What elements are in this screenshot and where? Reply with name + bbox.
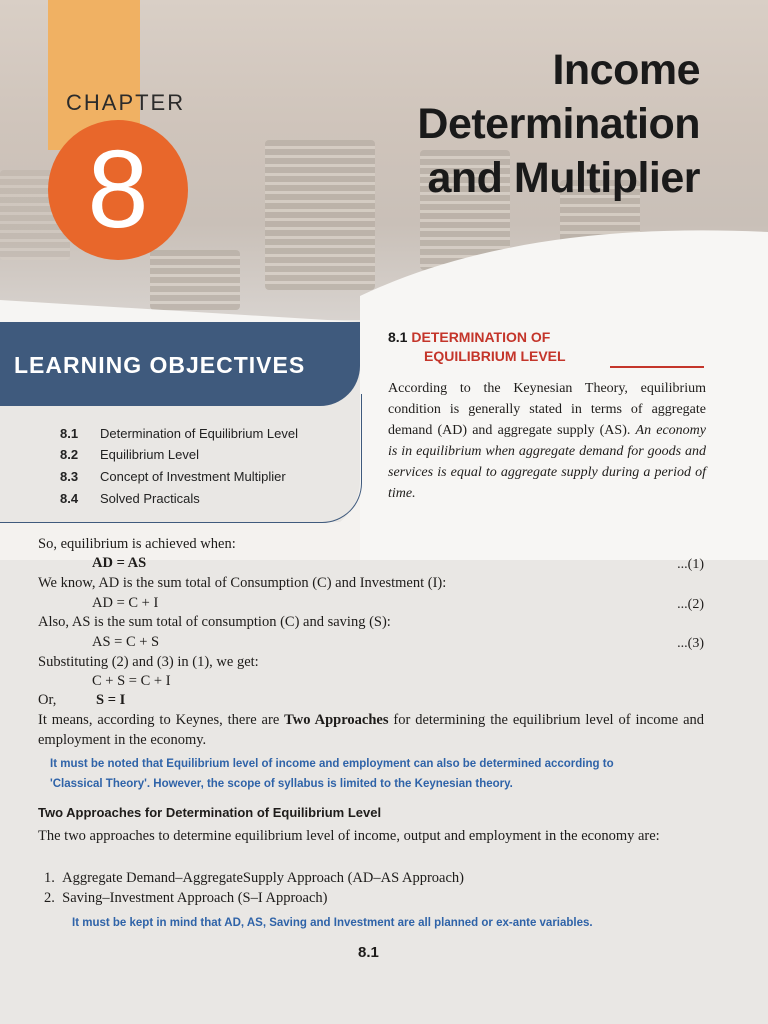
objective-item bbox=[60, 491, 200, 506]
approach-text-post: for determining the equilibrium level of income and employment in the economy. bbox=[38, 712, 705, 748]
list-item-number: 2. bbox=[44, 890, 55, 906]
note-1-line-1: It must be noted that Equilibrium level of income and employment can also be determined according to bbox=[50, 758, 614, 770]
objective-number: 8.3 bbox=[60, 469, 79, 484]
equation-5: S = I bbox=[96, 692, 126, 708]
equation-1-number: ...(1) bbox=[677, 557, 704, 572]
equation-3-number: ...(3) bbox=[677, 636, 704, 651]
note-2: It must be kept in mind that AD, AS, Saving and Investment are all planned or ex-ante variables. bbox=[72, 917, 593, 929]
list-item-text: Saving–Investment Approach (S–I Approach) bbox=[62, 890, 328, 906]
equation-4: C + S = C + I bbox=[92, 673, 171, 689]
equation-2-number: ...(2) bbox=[677, 597, 704, 612]
list-item bbox=[44, 890, 328, 907]
page-number: 8.1 bbox=[358, 944, 379, 961]
objective-text: Concept of Investment Multiplier bbox=[100, 469, 286, 484]
section-heading-line-2: EQUILIBRIUM LEVEL bbox=[424, 348, 566, 364]
section-heading bbox=[388, 328, 566, 366]
body-line: Substituting (2) and (3) in (1), we get: bbox=[38, 654, 259, 670]
section-number: 8.1 bbox=[388, 329, 408, 345]
or-label: Or, bbox=[38, 692, 57, 708]
chapter-title-line-1: Income bbox=[552, 46, 700, 94]
objective-item bbox=[60, 469, 286, 484]
objective-text: Solved Practicals bbox=[100, 491, 200, 506]
list-item-number: 1. bbox=[44, 870, 55, 886]
objective-text: Determination of Equilibrium Level bbox=[100, 426, 298, 441]
objective-number: 8.4 bbox=[60, 491, 79, 506]
list-item bbox=[44, 870, 464, 887]
approach-text-bold: Two Approaches bbox=[284, 712, 389, 728]
approach-paragraph bbox=[38, 710, 704, 750]
chapter-label: CHAPTER bbox=[66, 90, 186, 115]
objective-number: 8.2 bbox=[60, 447, 79, 462]
objective-item bbox=[60, 447, 199, 462]
body-line: Also, AS is the sum total of consumption (C) and saving (S): bbox=[38, 614, 391, 630]
body-line: We know, AD is the sum total of Consumption (C) and Investment (I): bbox=[38, 575, 447, 591]
objective-item bbox=[60, 426, 298, 441]
chapter-title-line-2: Determination bbox=[417, 100, 700, 148]
section-intro-text: According to the Keynesian Theory, equilibrium condition is generally stated in terms of aggregate demand (AD) and aggregate supply (AS). bbox=[388, 381, 706, 438]
objective-number: 8.1 bbox=[60, 426, 79, 441]
approach-text-pre: It means, according to Keynes, there are bbox=[38, 712, 280, 728]
body-line: So, equilibrium is achieved when: bbox=[38, 536, 236, 552]
equation-2: AD = C + I bbox=[92, 595, 159, 611]
approaches-paragraph: The two approaches to determine equilibrium level of income, output and employment in the economy are: bbox=[38, 828, 660, 844]
learning-objectives-title: LEARNING OBJECTIVES bbox=[14, 352, 306, 378]
chapter-number: 8 bbox=[87, 128, 149, 251]
section-heading-rule bbox=[610, 366, 704, 368]
note-1-line-2: 'Classical Theory'. However, the scope of syllabus is limited to the Keynesian theory. bbox=[50, 778, 513, 790]
objective-text: Equilibrium Level bbox=[100, 447, 199, 462]
section-intro-italic: An economy is in equilibrium when aggregate demand for goods and services is equal to aggregate supply during a period of time. bbox=[388, 423, 706, 501]
equation-1: AD = AS bbox=[92, 555, 147, 571]
sub-heading: Two Approaches for Determination of Equilibrium Level bbox=[38, 805, 382, 820]
equation-3: AS = C + S bbox=[92, 634, 160, 650]
list-item-text: Aggregate Demand–AggregateSupply Approach (AD–AS Approach) bbox=[62, 870, 464, 886]
section-heading-line-1: DETERMINATION OF bbox=[411, 329, 551, 345]
chapter-title-line-3: and Multiplier bbox=[427, 154, 700, 202]
section-intro-paragraph bbox=[388, 378, 706, 504]
